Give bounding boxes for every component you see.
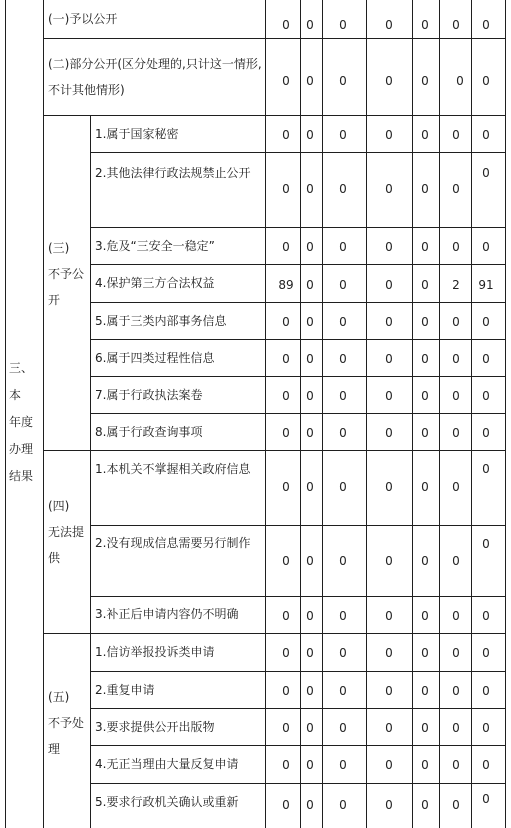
col-divider bbox=[366, 0, 367, 828]
value-cell: 0 bbox=[421, 182, 429, 196]
row-divider bbox=[43, 633, 506, 634]
value-cell: 0 bbox=[282, 182, 290, 196]
value-cell: 0 bbox=[452, 758, 460, 772]
group-label-line: 不予处 bbox=[48, 716, 85, 730]
value-cell: 0 bbox=[452, 352, 460, 366]
row-label: 6.属于四类过程性信息 bbox=[95, 351, 215, 365]
value-cell: 0 bbox=[339, 128, 347, 142]
row-divider bbox=[90, 302, 506, 303]
group-label-line: (三) bbox=[48, 241, 70, 255]
value-cell: 0 bbox=[421, 646, 429, 660]
value-cell: 0 bbox=[339, 554, 347, 568]
value-cell: 0 bbox=[306, 278, 314, 292]
value-cell: 0 bbox=[421, 480, 429, 494]
value-cell: 0 bbox=[306, 128, 314, 142]
value-cell: 0 bbox=[306, 609, 314, 623]
value-cell: 0 bbox=[421, 554, 429, 568]
value-cell: 0 bbox=[339, 182, 347, 196]
row-divider bbox=[90, 227, 506, 228]
row-divider bbox=[90, 708, 506, 709]
value-cell: 0 bbox=[421, 240, 429, 254]
value-cell: 0 bbox=[306, 798, 314, 812]
value-cell: 0 bbox=[282, 426, 290, 440]
value-cell: 0 bbox=[339, 609, 347, 623]
value-cell: 0 bbox=[452, 721, 460, 735]
value-cell: 0 bbox=[282, 18, 290, 32]
group-label-line: 供 bbox=[48, 551, 61, 565]
value-cell: 0 bbox=[482, 721, 490, 735]
row-divider bbox=[90, 525, 506, 526]
row-label: 3.补正后申请内容仍不明确 bbox=[95, 607, 239, 621]
row-label: 1.本机关不掌握相关政府信息 bbox=[95, 462, 251, 476]
value-cell: 0 bbox=[421, 74, 429, 88]
value-cell: 0 bbox=[385, 240, 393, 254]
value-cell: 0 bbox=[282, 758, 290, 772]
row-divider bbox=[90, 376, 506, 377]
row-label: 2.没有现成信息需要另行制作 bbox=[95, 536, 251, 550]
value-cell: 0 bbox=[306, 480, 314, 494]
value-cell: 0 bbox=[482, 426, 490, 440]
value-cell: 0 bbox=[306, 554, 314, 568]
table-border-right bbox=[505, 0, 506, 828]
group-label-3 bbox=[48, 235, 84, 313]
value-cell: 0 bbox=[306, 389, 314, 403]
value-cell: 0 bbox=[306, 240, 314, 254]
value-cell: 0 bbox=[282, 74, 290, 88]
row-label: 5.属于三类内部事务信息 bbox=[95, 314, 227, 328]
value-cell: 0 bbox=[385, 480, 393, 494]
value-cell: 0 bbox=[456, 74, 464, 88]
value-cell: 0 bbox=[385, 684, 393, 698]
row-label: 8.属于行政查询事项 bbox=[95, 425, 203, 439]
value-cell: 0 bbox=[385, 18, 393, 32]
value-cell: 0 bbox=[339, 721, 347, 735]
value-cell: 0 bbox=[421, 798, 429, 812]
value-cell: 0 bbox=[306, 352, 314, 366]
value-cell: 0 bbox=[482, 389, 490, 403]
row-label: 1.属于国家秘密 bbox=[95, 127, 179, 141]
value-cell: 0 bbox=[385, 389, 393, 403]
col-divider bbox=[300, 0, 301, 828]
value-cell: 0 bbox=[452, 646, 460, 660]
value-cell: 0 bbox=[482, 352, 490, 366]
value-cell: 0 bbox=[482, 166, 490, 180]
value-cell: 0 bbox=[421, 758, 429, 772]
value-cell: 0 bbox=[282, 352, 290, 366]
group-label-line: (五) bbox=[48, 690, 70, 704]
value-cell: 0 bbox=[385, 278, 393, 292]
value-cell: 0 bbox=[452, 240, 460, 254]
value-cell: 0 bbox=[339, 74, 347, 88]
row-label-public: (一)予以公开 bbox=[48, 12, 118, 26]
group-label-line: 理 bbox=[48, 742, 61, 756]
value-cell: 0 bbox=[421, 609, 429, 623]
value-cell: 89 bbox=[278, 278, 294, 292]
label-divider bbox=[265, 0, 266, 828]
value-cell: 91 bbox=[478, 278, 494, 292]
value-cell: 0 bbox=[282, 480, 290, 494]
value-cell: 0 bbox=[282, 389, 290, 403]
value-cell: 0 bbox=[421, 426, 429, 440]
value-cell: 0 bbox=[421, 315, 429, 329]
value-cell: 0 bbox=[282, 684, 290, 698]
table-border-left bbox=[5, 0, 6, 828]
row-divider bbox=[90, 152, 506, 153]
row-divider bbox=[90, 783, 506, 784]
value-cell: 0 bbox=[339, 315, 347, 329]
row-divider bbox=[90, 596, 506, 597]
section-label-line: 办理 bbox=[9, 442, 34, 456]
value-cell: 0 bbox=[482, 792, 490, 806]
value-cell: 0 bbox=[282, 609, 290, 623]
row-label: 4.无正当理由大量反复申请 bbox=[95, 757, 239, 771]
row-divider bbox=[90, 671, 506, 672]
value-cell: 0 bbox=[282, 721, 290, 735]
row-label: 1.信访举报投诉类申请 bbox=[95, 645, 215, 659]
row-label: 3.危及“三安全一稳定” bbox=[95, 239, 215, 253]
value-cell: 0 bbox=[385, 646, 393, 660]
row-label: 7.属于行政执法案卷 bbox=[95, 388, 203, 402]
value-cell: 0 bbox=[306, 315, 314, 329]
value-cell: 0 bbox=[282, 646, 290, 660]
col-divider bbox=[471, 0, 472, 828]
value-cell: 0 bbox=[385, 74, 393, 88]
row-divider bbox=[90, 339, 506, 340]
value-cell: 0 bbox=[339, 18, 347, 32]
group-label-line: 无法提 bbox=[48, 525, 85, 539]
value-cell: 0 bbox=[282, 554, 290, 568]
value-cell: 0 bbox=[385, 721, 393, 735]
value-cell: 0 bbox=[452, 684, 460, 698]
value-cell: 0 bbox=[482, 240, 490, 254]
row-divider bbox=[43, 450, 506, 451]
row-label: 4.保护第三方合法权益 bbox=[95, 276, 215, 290]
col-divider bbox=[412, 0, 413, 828]
group-label-4 bbox=[48, 493, 84, 571]
value-cell: 0 bbox=[452, 554, 460, 568]
value-cell: 0 bbox=[452, 389, 460, 403]
value-cell: 0 bbox=[385, 426, 393, 440]
value-cell: 0 bbox=[452, 128, 460, 142]
value-cell: 0 bbox=[452, 315, 460, 329]
value-cell: 0 bbox=[482, 646, 490, 660]
value-cell: 0 bbox=[452, 480, 460, 494]
value-cell: 0 bbox=[385, 182, 393, 196]
value-cell: 0 bbox=[339, 240, 347, 254]
value-cell: 0 bbox=[306, 74, 314, 88]
value-cell: 0 bbox=[482, 18, 490, 32]
section-label-line: 结果 bbox=[9, 469, 34, 483]
row-label: 3.要求提供公开出版物 bbox=[95, 720, 215, 734]
col-divider bbox=[439, 0, 440, 828]
row-divider bbox=[90, 413, 506, 414]
value-cell: 0 bbox=[482, 462, 490, 476]
row-label: 2.其他法律行政法规禁止公开 bbox=[95, 166, 251, 180]
value-cell: 0 bbox=[282, 240, 290, 254]
row-label: 5.要求行政机关确认或重新 bbox=[95, 795, 239, 809]
group-label-5 bbox=[48, 684, 84, 762]
group-label-line: 不予公 bbox=[48, 267, 85, 281]
group-divider bbox=[90, 115, 91, 828]
row-divider bbox=[43, 115, 506, 116]
value-cell: 0 bbox=[339, 426, 347, 440]
value-cell: 2 bbox=[452, 278, 460, 292]
value-cell: 0 bbox=[452, 609, 460, 623]
value-cell: 0 bbox=[421, 352, 429, 366]
col-divider bbox=[322, 0, 323, 828]
value-cell: 0 bbox=[482, 128, 490, 142]
value-cell: 0 bbox=[385, 609, 393, 623]
value-cell: 0 bbox=[385, 315, 393, 329]
value-cell: 0 bbox=[282, 798, 290, 812]
value-cell: 0 bbox=[482, 684, 490, 698]
value-cell: 0 bbox=[306, 758, 314, 772]
value-cell: 0 bbox=[482, 609, 490, 623]
group-label-line: (四) bbox=[48, 499, 70, 513]
value-cell: 0 bbox=[482, 758, 490, 772]
value-cell: 0 bbox=[421, 721, 429, 735]
value-cell: 0 bbox=[452, 18, 460, 32]
row-label: 2.重复申请 bbox=[95, 683, 155, 697]
section-label-line: 三、本 bbox=[9, 361, 34, 402]
value-cell: 0 bbox=[282, 315, 290, 329]
value-cell: 0 bbox=[482, 74, 490, 88]
group-label-line: 开 bbox=[48, 293, 61, 307]
section-label bbox=[9, 355, 43, 490]
value-cell: 0 bbox=[339, 480, 347, 494]
value-cell: 0 bbox=[421, 389, 429, 403]
value-cell: 0 bbox=[306, 646, 314, 660]
section-label-line: 年度 bbox=[9, 415, 34, 429]
value-cell: 0 bbox=[385, 758, 393, 772]
value-cell: 0 bbox=[385, 798, 393, 812]
value-cell: 0 bbox=[339, 758, 347, 772]
value-cell: 0 bbox=[421, 128, 429, 142]
row-label-partial: (二)部分公开(区分处理的,只计这一情形,不计其他情形) bbox=[48, 57, 262, 97]
value-cell: 0 bbox=[452, 182, 460, 196]
value-cell: 0 bbox=[339, 798, 347, 812]
value-cell: 0 bbox=[306, 182, 314, 196]
value-cell: 0 bbox=[385, 128, 393, 142]
value-cell: 0 bbox=[306, 721, 314, 735]
value-cell: 0 bbox=[339, 646, 347, 660]
value-cell: 0 bbox=[339, 389, 347, 403]
value-cell: 0 bbox=[306, 684, 314, 698]
value-cell: 0 bbox=[421, 684, 429, 698]
value-cell: 0 bbox=[339, 278, 347, 292]
row-divider bbox=[90, 264, 506, 265]
value-cell: 0 bbox=[452, 426, 460, 440]
section-divider bbox=[43, 0, 44, 828]
value-cell: 0 bbox=[385, 554, 393, 568]
row-divider bbox=[43, 38, 506, 39]
value-cell: 0 bbox=[421, 18, 429, 32]
value-cell: 0 bbox=[385, 352, 393, 366]
value-cell: 0 bbox=[482, 315, 490, 329]
value-cell: 0 bbox=[306, 426, 314, 440]
row-divider bbox=[90, 745, 506, 746]
value-cell: 0 bbox=[306, 18, 314, 32]
value-cell: 0 bbox=[421, 278, 429, 292]
value-cell: 0 bbox=[482, 537, 490, 551]
value-cell: 0 bbox=[339, 684, 347, 698]
value-cell: 0 bbox=[339, 352, 347, 366]
value-cell: 0 bbox=[282, 128, 290, 142]
value-cell: 0 bbox=[452, 798, 460, 812]
